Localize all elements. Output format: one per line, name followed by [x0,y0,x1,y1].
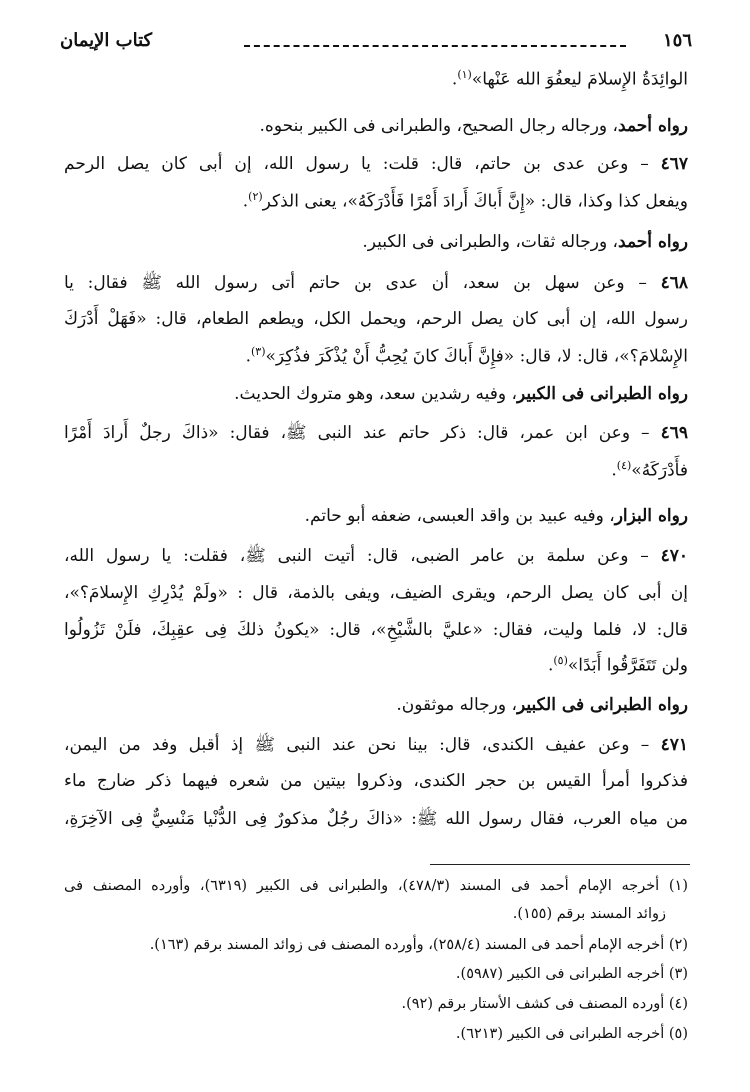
line-text: ويفعل كذا وكذا، قال: «إِنَّ أَباكَ أَرادَ أَمْرًا فَأَدْرَكَهُ»، يعنى الذكر [262,191,688,212]
line-text: فأَدْرَكَهُ» [631,460,688,481]
line-text: ، وفيه رشدين سعد، وهو متروك الحديث. [234,384,517,404]
footnote-ref: (٤) [616,459,632,472]
header-dashed-rule [244,45,626,47]
source-name: رواه أحمد [618,116,688,136]
text-line [64,808,688,833]
page-number: ١٥٦ [662,30,692,51]
footnote-ref: (٥) [553,654,568,667]
hadith-number: ٤٦٧ [660,154,688,174]
running-header [60,30,692,56]
line-text: ، وفيه عبيد بن واقد العبسى، ضعفه أبو حاتم. [304,506,615,526]
line-text: إن أبى كان يصل الرحم، ويقرى الضيف، ويفى بالذمة، قال : «ولَمْ يُدْرِكِ الإِسلامَ؟»، [64,583,688,603]
source-name: رواه الطبرانى فى الكبير [516,695,688,715]
footnote-4: (٤) أورده المصنف فى كشف الأستار برقم (٩٢). [401,996,688,1012]
footnote-separator [430,864,690,865]
footnote-1: (١) أخرجه الإمام أحمد فى المسند (٤٧٨/٣)، والطبرانى فى الكبير (٦٣١٩)، وأورده المصنف فى [64,878,688,894]
line-end: . [451,69,458,90]
line-text: ، ورجاله ثقات، والطبرانى فى الكبير. [362,232,619,252]
hadith-number: ٤٧٠ [660,546,688,566]
hadith-number: ٤٦٨ [660,273,688,293]
text-line [64,620,688,640]
line-text: فذكروا أمرأ القيس بن حجر الكندى، وذكروا بيتين من شعره فيهما ذكر ضارج ماء [64,771,688,791]
hadith-470-line [64,545,688,570]
text-line [64,771,688,791]
source-name: رواه البزار [614,506,688,526]
line-text: – وعن عفيف الكندى، قال: بينا نحن عند النبى ﷺ إذ أقبل وفد من اليمن، [64,735,661,755]
footnote-2: (٢) أخرجه الإمام أحمد فى المسند (٢٥٨/٤)، وأورده المصنف فى زوائد المسند برقم (١٦٣). [149,937,688,953]
line-text: – وعن سلمة بن عامر الضبى، قال: أتيت النبى ﷺ، فقلت: يا رسول الله، [64,546,661,566]
narration-line [64,384,688,404]
text-line [64,345,688,367]
line-end: . [547,655,554,676]
line-text: – وعن عدى بن حاتم، قال: قلت: يا رسول الله، إن أبى كان يصل الرحم [64,154,661,174]
footnote-ref: (٣) [250,345,266,358]
footnote-ref: (٢) [248,190,263,203]
line-end: . [242,191,249,212]
text-line [64,190,688,212]
source-name: رواه أحمد [618,232,688,252]
hadith-467-line [64,154,688,174]
line-text: من مياه العرب، فقال رسول الله ﷺ: «ذاكَ رجُلٌ مذكورٌ فِى الدُّنْيا مَنْسِيٌّ فِى الآخِرَةِ، [64,809,688,829]
footnote-3: (٣) أخرجه الطبرانى فى الكبير (٥٩٨٧). [455,966,688,982]
line-text: قال: لا، فلما وليت، فقال: «عليَّ بالشَّيْخِ»، قال: «يكونُ ذلكَ فِى عقِبِكَ، فلَنْ تَزُولُوا [64,620,688,640]
line-text: رسول الله، إن أبى كان يصل الرحم، ويحمل الكل، ويطعم الطعام، قال: «فَهَلْ أَدْرَكَ [64,309,688,329]
text-line [64,583,688,603]
line-end: . [245,346,251,367]
text-line [64,459,688,481]
text-line [64,654,688,676]
hadith-469-line [64,422,688,447]
footnote-5: (٥) أخرجه الطبرانى فى الكبير (٦٢١٣). [455,1026,688,1042]
narration-line [64,116,688,136]
narration-line [64,506,688,526]
narration-line [64,695,688,715]
text-line [64,68,688,90]
footnote-ref: (١) [457,68,472,81]
narration-line [64,232,688,252]
line-text: ، ورجاله موثقون. [396,695,517,715]
source-name: رواه الطبرانى فى الكبير [516,384,688,404]
hadith-471-line [64,734,688,759]
line-text: الوائِدَةُ الإِسلامَ ليعفُوَ الله عَنْها» [471,69,688,90]
text-line [64,309,688,329]
hadith-number: ٤٧١ [660,735,688,755]
hadith-number: ٤٦٩ [660,423,688,443]
line-text: – وعن ابن عمر، قال: ذكر حاتم عند النبى ﷺ، فقال: «ذاكَ رجلٌ أَرادَ أَمْرًا [64,423,661,443]
footnote-1-continuation: زوائد المسند برقم (١٥٥). [512,906,666,922]
line-text: الإِسْلامَ؟»، قال: لا، قال: «فإِنَّ أَباكَ كانَ يُحِبُّ أَنْ يُذْكَرَ فذُكِرَ» [265,346,688,367]
line-text: ، ورجاله رجال الصحيح، والطبرانى فى الكبير بنحوه. [259,116,619,136]
line-text: ولن تَتَفَرَّقُوا أَبَدًا» [567,655,688,676]
line-end: . [611,460,617,481]
hadith-468-line [64,272,688,297]
chapter-title: كتاب الإيمان [60,30,153,51]
line-text: – وعن سهل بن سعد، أن عدى بن حاتم أتى رسول الله ﷺ فقال: يا [64,273,661,293]
